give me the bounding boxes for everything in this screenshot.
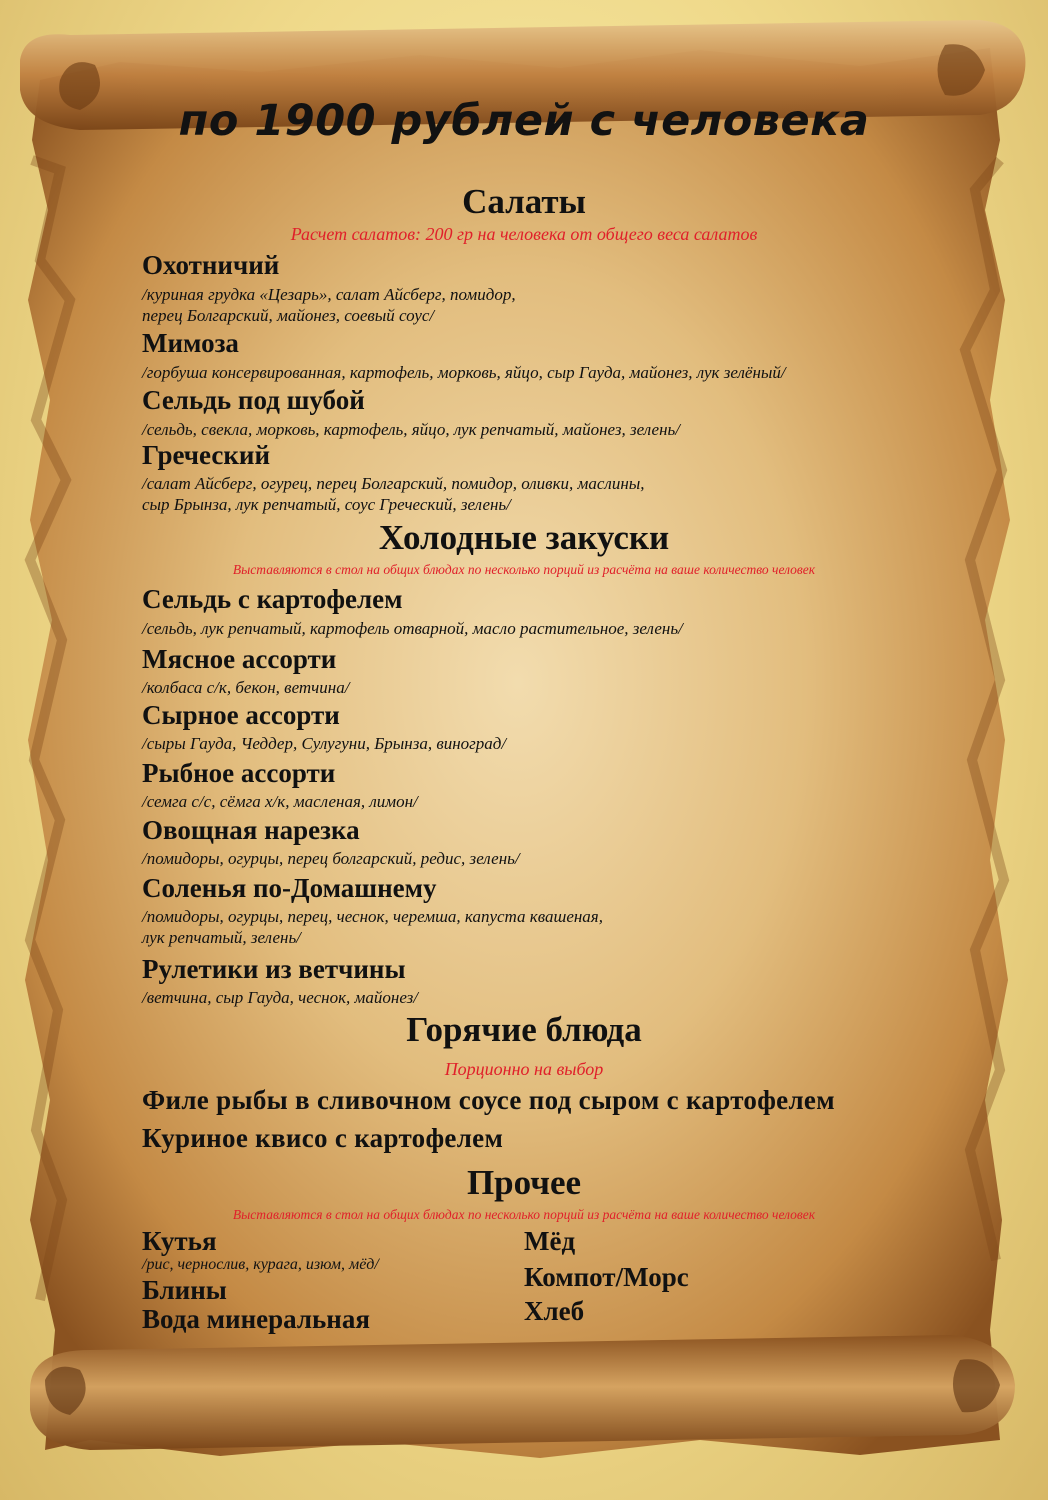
dish-name: Компот/Морс [524,1262,689,1292]
dish-description: /помидоры, огурцы, перец болгарский, редис, зелень/ [142,849,520,868]
dish-name: Рулетики из ветчины [142,954,406,984]
dish-description: /сельдь, лук репчатый, картофель отварной, масло растительное, зелень/ [142,619,683,638]
dish-name: Овощная нарезка [142,815,360,845]
dish-name: Соленья по-Домашнему [142,873,437,903]
dish-name: Блины [142,1275,227,1305]
dish-name: Охотничий [142,250,280,280]
dish-name: Сырное ассорти [142,700,340,730]
dish-name: Куриное квисо с картофелем [142,1123,504,1153]
dish-description: /салат Айсберг, огурец, перец Болгарский, помидор, оливки, маслины, сыр Брынза, лук репчатый, соус Греческий, зелень/ [142,474,645,514]
dish-description: /рис, чернослив, курага, изюм, мёд/ [142,1256,379,1273]
section-title-other: Прочее [466,1163,582,1202]
dish-description: /сыры Гауда, Чеддер, Сулугуни, Брынза, виноград/ [142,734,507,753]
dish-description: /горбуша консервированная, картофель, морковь, яйцо, сыр Гауда, майонез, лук зелёный/ [142,363,786,382]
dish-name: Вода минеральная [142,1304,370,1334]
dish-description: /ветчина, сыр Гауда, чеснок, майонез/ [142,988,418,1007]
dish-name: Мёд [524,1226,576,1256]
dish-name: Хлеб [524,1296,585,1326]
dish-description: /колбаса с/к, бекон, ветчина/ [142,678,350,697]
dish-name: Филе рыбы в сливочном соусе под сыром с картофелем [142,1085,835,1115]
section-note-cold-appetizers: Выставляются в стол на общих блюдах по несколько порций из расчёта на ваше количество человек [232,562,816,577]
dish-description: /семга с/с, сёмга х/к, масленая, лимон/ [142,792,418,811]
section-note-other: Выставляются в стол на общих блюдах по несколько порций из расчёта на ваше количество человек [232,1207,816,1222]
section-title-salads: Салаты [462,182,586,221]
dish-description: /куриная грудка «Цезарь», салат Айсберг, помидор, перец Болгарский, майонез, соевый соус/ [142,285,516,325]
section-note-salads: Расчет салатов: 200 гр на человека от общего веса салатов [290,224,758,244]
section-title-cold-appetizers: Холодные закуски [378,518,670,557]
dish-name: Кутья [142,1226,217,1256]
dish-name: Сельдь под шубой [142,385,365,415]
dish-name: Мясное ассорти [142,644,337,674]
dish-description: /сельдь, свекла, морковь, картофель, яйцо, лук репчатый, майонез, зелень/ [142,420,680,439]
page-title: по 1900 рублей с человека [178,96,870,146]
dish-name: Греческий [142,440,270,470]
dish-description: /помидоры, огурцы, перец, чеснок, черемша, капуста квашеная, лук репчатый, зелень/ [142,907,603,947]
dish-name: Сельдь с картофелем [142,584,403,614]
dish-name: Мимоза [142,328,239,358]
section-title-hot-dishes: Горячие блюда [406,1010,642,1049]
dish-name: Рыбное ассорти [142,758,336,788]
section-note-hot-dishes: Порционно на выбор [444,1059,604,1079]
